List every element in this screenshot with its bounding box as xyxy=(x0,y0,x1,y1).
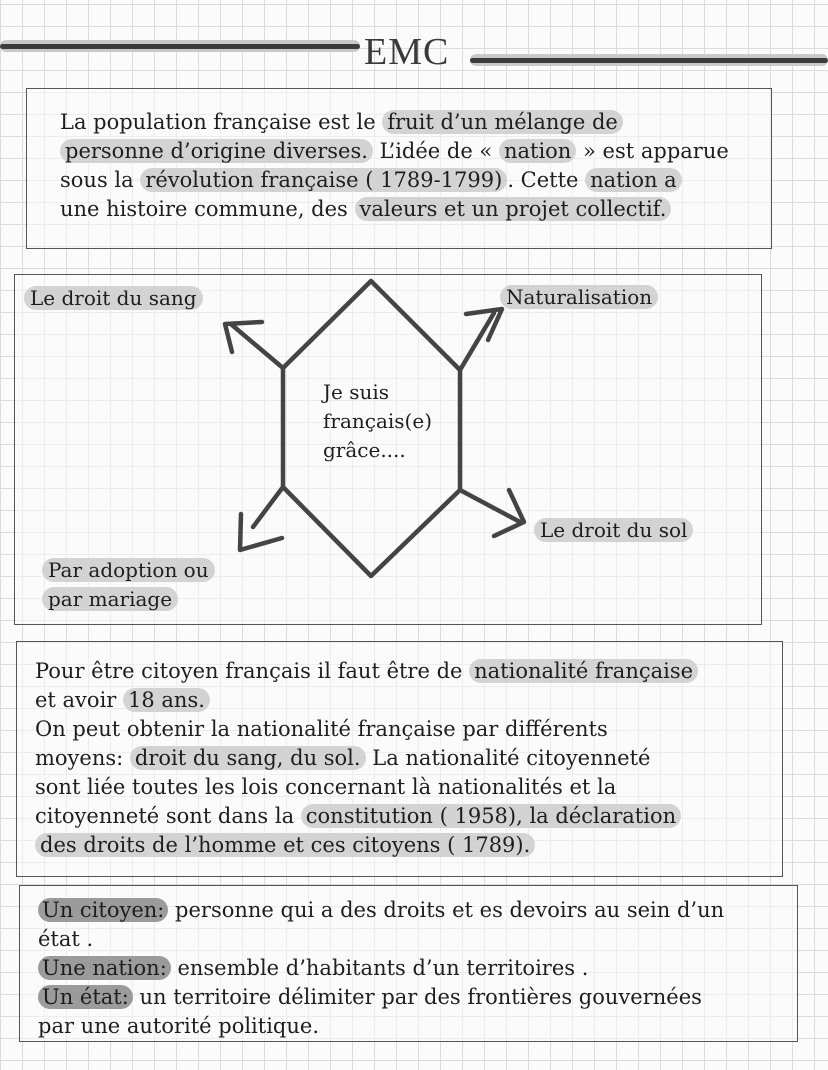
highlight: personne d’origine diverses. xyxy=(60,139,373,163)
label-naturalisation: Naturalisation xyxy=(500,285,658,309)
definition-item xyxy=(38,983,724,1012)
page-title: EMC xyxy=(364,31,450,73)
citizenship-line: moyens: droit du sang, du sol. La nationalité citoyenneté xyxy=(35,746,651,770)
definition-term: Une nation: xyxy=(38,956,171,980)
intro-line: personne d’origine diverses. L’idée de « nation » est apparue xyxy=(60,137,729,166)
diagram-center-text: Je suis français(e) grâce.... xyxy=(323,380,432,462)
highlight: nation xyxy=(499,139,576,163)
highlight: droit du sang, du sol. xyxy=(130,746,366,770)
highlight: 18 ans. xyxy=(123,688,210,712)
arrow-bottom-right-icon xyxy=(460,490,524,536)
highlight: révolution française ( 1789-1799) xyxy=(140,168,507,192)
definitions-list xyxy=(38,896,724,1041)
label-droit-du-sol: Le droit du sol xyxy=(534,518,693,542)
arrow-top-right-icon xyxy=(460,309,502,370)
citizenship-line: Pour être citoyen français il faut être de nationalité française xyxy=(35,657,698,686)
citizenship-line: sont liée toutes les lois concernant là nationalités et la xyxy=(35,775,617,799)
label-droit-du-sang: Le droit du sang xyxy=(24,286,203,310)
highlight: nationalité française xyxy=(469,659,698,683)
citizenship-line: On peut obtenir la nationalité française par différents xyxy=(35,717,608,741)
definition-term: Un citoyen: xyxy=(38,898,168,922)
definition-text: personne qui a des droits et es devoirs au sein d’un xyxy=(168,898,725,922)
highlight: valeurs et un projet collectif. xyxy=(355,197,672,221)
definition-continuation: état . xyxy=(38,927,94,951)
definition-term: Un état: xyxy=(38,985,133,1009)
highlight: constitution ( 1958), la déclaration xyxy=(301,804,681,828)
label-adoption: Par adoption ou xyxy=(42,558,215,582)
citizenship-line: et avoir 18 ans. xyxy=(35,686,698,715)
label-mariage: par mariage xyxy=(42,587,178,611)
definition-item xyxy=(38,954,724,983)
intro-line: La population française est le fruit d’un mélange de xyxy=(60,108,729,137)
arrow-top-left-icon xyxy=(225,322,283,368)
definition-continuation: par une autorité politique. xyxy=(38,1014,319,1038)
highlight: fruit d’un mélange de xyxy=(382,110,623,134)
definition-text: ensemble d’habitants d’un territoires . xyxy=(170,956,589,980)
citizenship-paragraph xyxy=(35,657,698,860)
citizenship-line xyxy=(35,831,698,860)
definition-item xyxy=(38,896,724,925)
highlight: nation a xyxy=(585,168,682,192)
definition-text: un territoire délimiter par des frontières gouvernées xyxy=(132,985,702,1009)
arrow-bottom-left-icon xyxy=(240,487,283,550)
citizenship-line: citoyenneté sont dans la constitution ( 1958), la déclaration xyxy=(35,802,698,831)
intro-line: sous la révolution française ( 1789-1799) . Cette nation a xyxy=(60,166,729,195)
intro-line: une histoire commune, des valeurs et un projet collectif. xyxy=(60,195,729,224)
highlight: des droits de l’homme et ces citoyens ( 1789). xyxy=(35,833,535,857)
